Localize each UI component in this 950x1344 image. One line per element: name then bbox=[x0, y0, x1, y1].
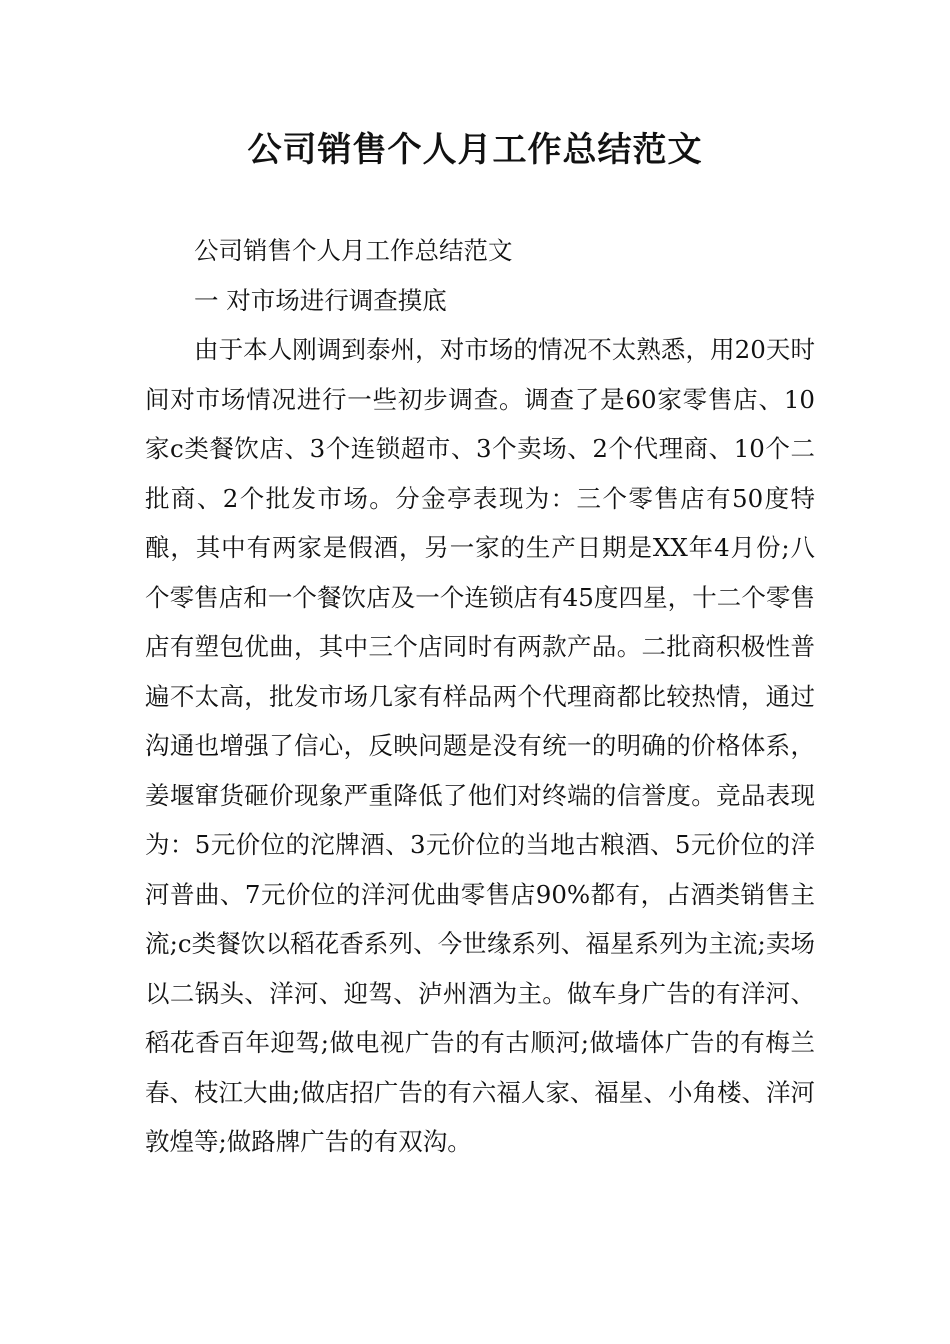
document-body bbox=[145, 226, 815, 1167]
body-paragraph: 由于本人刚调到泰州，对市场的情况不太熟悉，用20天时间对市场情况进行一些初步调查。调查了是60家零售店、10家c类餐饮店、3个连锁超市、3个卖场、2个代理商、10个二批商、2个批发市场。分金亭表现为：三个零售店有50度特酿，其中有两家是假酒，另一家的生产日期是XX年4月份;八个零售店和一个餐饮店及一个连锁店有45度四星，十二个零售店有塑包优曲，其中三个店同时有两款产品。二批商积极性普遍不太高，批发市场几家有样品两个代理商都比较热情，通过沟通也增强了信心，反映问题是没有统一的明确的价格体系，姜堰窜货砸价现象严重降低了他们对终端的信誉度。竞品表现为：5元价位的沱牌酒、3元价位的当地古粮酒、5元价位的洋河普曲、7元价位的洋河优曲零售店90%都有，占酒类销售主流;c类餐饮以稻花香系列、今世缘系列、福星系列为主流;卖场以二锅头、洋河、迎驾、泸州酒为主。做车身广告的有洋河、稻花香百年迎驾;做电视广告的有古顺河;做墙体广告的有梅兰春、枝江大曲;做店招广告的有六福人家、福星、小角楼、洋河敦煌等;做路牌广告的有双沟。 bbox=[145, 335, 815, 1156]
section-heading: 一 对市场进行调查摸底 bbox=[194, 285, 447, 315]
document-title: 公司销售个人月工作总结范文 bbox=[247, 130, 703, 170]
subtitle-paragraph: 公司销售个人月工作总结范文 bbox=[194, 236, 513, 265]
